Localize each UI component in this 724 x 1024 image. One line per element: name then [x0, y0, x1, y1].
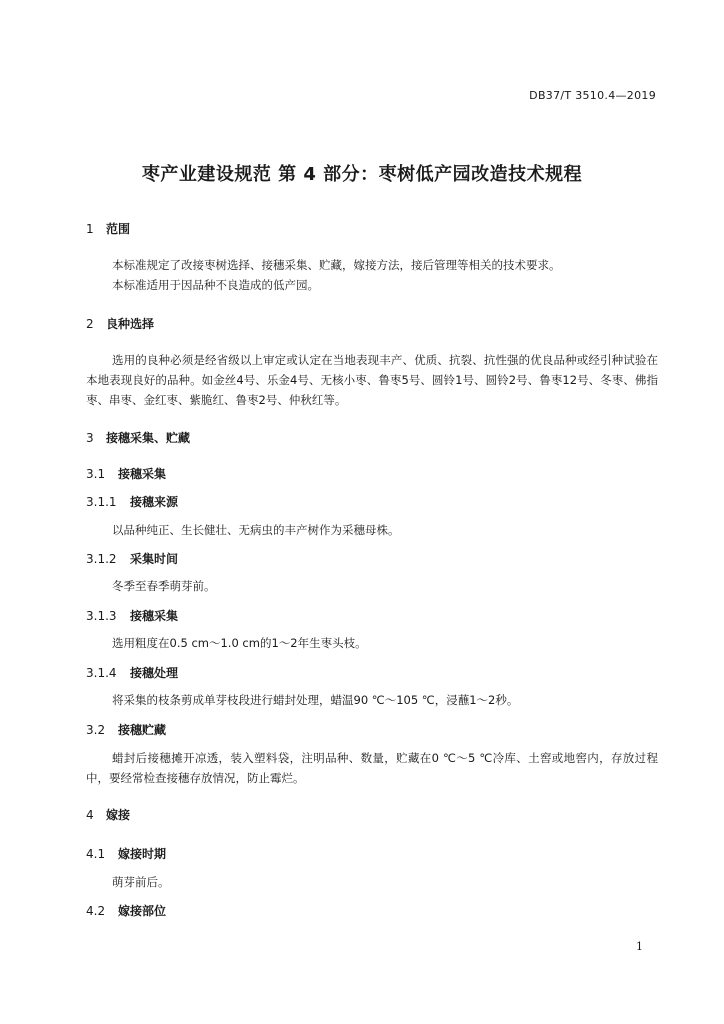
- section-title: 良种选择: [106, 317, 155, 331]
- section-number: 4.1: [86, 847, 106, 861]
- section-title: 接穗处理: [130, 666, 179, 680]
- section-3-1-heading: [86, 465, 166, 482]
- section-1-paragraph-2: 本标准适用于因品种不良造成的低产园。: [112, 278, 319, 292]
- section-title: 采集时间: [130, 552, 179, 566]
- section-number: 1: [86, 222, 94, 236]
- section-number: 3.1.1: [86, 495, 117, 509]
- section-4-heading: [86, 806, 130, 823]
- section-number: 3.1: [86, 467, 106, 481]
- section-title: 范围: [106, 222, 131, 236]
- section-3-1-3-paragraph: 选用粗度在0.5 cm～1.0 cm的1～2年生枣头枝。: [112, 636, 367, 650]
- section-number: 3.1.4: [86, 666, 117, 680]
- section-number: 4.2: [86, 904, 106, 918]
- section-title: 接穗贮藏: [118, 723, 167, 737]
- section-title: 接穗来源: [130, 495, 179, 509]
- section-title: 接穗采集、贮藏: [106, 431, 191, 445]
- section-number: 2: [86, 317, 94, 331]
- section-3-1-1-paragraph: 以品种纯正、生长健壮、无病虫的丰产树作为采穗母株。: [112, 523, 400, 537]
- section-3-2-heading: [86, 721, 166, 738]
- section-3-1-3-heading: [86, 607, 178, 624]
- page-number: 1: [636, 940, 643, 953]
- section-2-heading: [86, 315, 154, 332]
- section-1-heading: [86, 220, 130, 237]
- section-4-2-heading: [86, 902, 166, 919]
- section-number: 3.1.3: [86, 609, 117, 623]
- section-3-2-paragraph: 蜡封后接穗摊开凉透，装入塑料袋，注明品种、数量，贮藏在0 ℃～5 ℃冷库、土窖或地窖内，存放过程中，要经常检查接穗存放情况，防止霉烂。: [86, 751, 658, 785]
- document-number: DB37/T 3510.4—2019: [529, 89, 656, 102]
- section-3-1-4-heading: [86, 664, 178, 681]
- section-3-1-2-paragraph: 冬季至春季萌芽前。: [112, 579, 216, 593]
- section-number: 4: [86, 808, 94, 822]
- section-3-1-1-heading: [86, 493, 178, 510]
- section-2-paragraph: 选用的良种必须是经省级以上审定或认定在当地表现丰产、优质、抗裂、抗性强的优良品种或经引种试验在本地表现良好的品种。如金丝4号、乐金4号、无核小枣、鲁枣5号、圆铃1号、圆铃2号、鲁枣12号、冬枣、佛指枣、串枣、金红枣、紫脆红、鲁枣2号、仲秋红等。: [86, 353, 658, 407]
- section-title: 接穗采集: [118, 467, 167, 481]
- section-3-1-2-heading: [86, 550, 178, 567]
- section-title: 嫁接部位: [118, 904, 167, 918]
- section-3-1-4-paragraph: 将采集的枝条剪成单芽枝段进行蜡封处理，蜡温90 ℃～105 ℃，浸蘸1～2秒。: [112, 693, 519, 707]
- section-number: 3.2: [86, 723, 106, 737]
- page-title: 枣产业建设规范 第 4 部分：枣树低产园改造技术规程: [141, 164, 583, 185]
- section-title: 接穗采集: [130, 609, 179, 623]
- section-title: 嫁接: [106, 808, 131, 822]
- section-1-paragraph-1: 本标准规定了改接枣树选择、接穗采集、贮藏，嫁接方法，接后管理等相关的技术要求。: [112, 258, 561, 272]
- section-3-heading: [86, 429, 190, 446]
- section-4-1-paragraph: 萌芽前后。: [112, 875, 170, 889]
- section-number: 3.1.2: [86, 552, 117, 566]
- section-number: 3: [86, 431, 94, 445]
- section-4-1-heading: [86, 845, 166, 862]
- section-title: 嫁接时期: [118, 847, 167, 861]
